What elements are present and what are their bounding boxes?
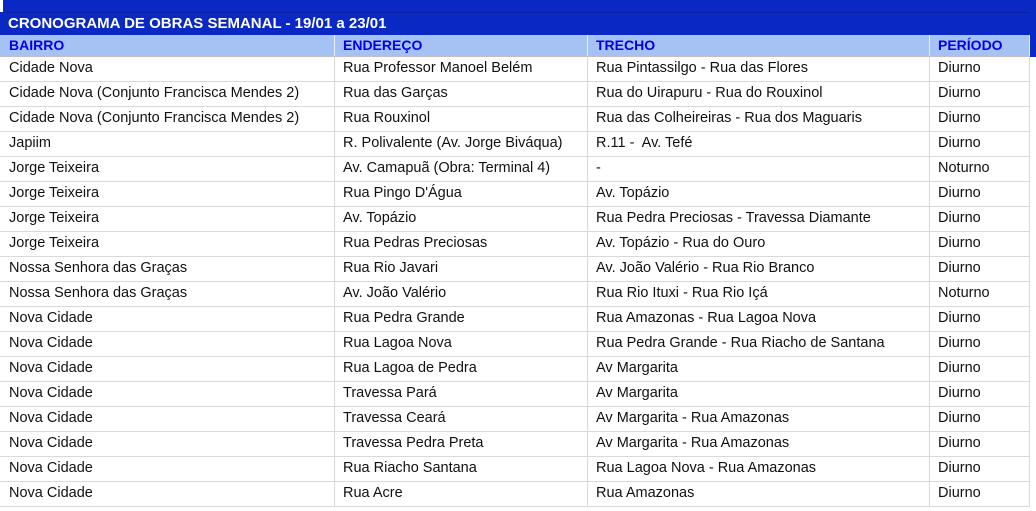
banner-right-strip [1030,0,1036,57]
table-row [0,457,1030,482]
table-cell: Rua Rio Ituxi - Rua Rio Içá [588,282,930,306]
table-cell: Rua do Uirapuru - Rua do Rouxinol [588,82,930,106]
table-cell: Cidade Nova (Conjunto Francisca Mendes 2) [0,82,335,106]
column-header-endereco: ENDEREÇO [335,35,588,56]
table-cell: Av. Topázio [588,182,930,206]
table-row [0,432,1030,457]
table-cell: - [588,157,930,181]
table-cell: Noturno [930,282,1030,306]
table-cell: Travessa Ceará [335,407,588,431]
table-cell: Rua Pingo D'Água [335,182,588,206]
table-cell: Diurno [930,357,1030,381]
table-cell: Nova Cidade [0,332,335,356]
table-row [0,232,1030,257]
table-cell: Av Margarita - Rua Amazonas [588,407,930,431]
table-cell: Diurno [930,107,1030,131]
table-cell: Cidade Nova (Conjunto Francisca Mendes 2) [0,107,335,131]
table-cell: Av. João Valério - Rua Rio Branco [588,257,930,281]
table-cell: Diurno [930,457,1030,481]
column-header-bairro: BAIRRO [0,35,335,56]
table-cell: Nova Cidade [0,407,335,431]
table-cell: Diurno [930,332,1030,356]
table-cell: Jorge Teixeira [0,182,335,206]
table-cell: Nova Cidade [0,382,335,406]
table-cell: Rua Pedra Preciosas - Travessa Diamante [588,207,930,231]
table-cell: Diurno [930,57,1030,81]
table-cell: Nova Cidade [0,307,335,331]
table-cell: Rua Amazonas [588,482,930,506]
table-cell: Noturno [930,157,1030,181]
table-cell: Diurno [930,482,1030,506]
table-cell: Nova Cidade [0,432,335,456]
table-cell: Nossa Senhora das Graças [0,257,335,281]
table-row [0,407,1030,432]
table-cell: Japiim [0,132,335,156]
table-cell: Diurno [930,207,1030,231]
table-cell: Diurno [930,307,1030,331]
table-cell: Av. Camapuã (Obra: Terminal 4) [335,157,588,181]
table-cell: Jorge Teixeira [0,207,335,231]
table-cell: Diurno [930,257,1030,281]
table-row [0,382,1030,407]
column-header-trecho: TRECHO [588,35,930,56]
table-cell: R.11 - Av. Tefé [588,132,930,156]
corner-notch [0,0,3,12]
table-row [0,132,1030,157]
table-cell: Diurno [930,432,1030,456]
table-cell: Rua Lagoa de Pedra [335,357,588,381]
table-cell: Travessa Pedra Preta [335,432,588,456]
table-row [0,207,1030,232]
table-cell: Rua das Garças [335,82,588,106]
table-row [0,257,1030,282]
table-cell: Diurno [930,407,1030,431]
table-cell: Rua Lagoa Nova - Rua Amazonas [588,457,930,481]
table-row [0,307,1030,332]
table-body [0,57,1030,507]
table-row [0,82,1030,107]
table-cell: Diurno [930,182,1030,206]
table-cell: Av. João Valério [335,282,588,306]
table-row [0,357,1030,382]
table-cell: Av Margarita [588,357,930,381]
table-cell: Cidade Nova [0,57,335,81]
table-row [0,107,1030,132]
table-cell: Rua Acre [335,482,588,506]
table-cell: Diurno [930,82,1030,106]
table-cell: Rua Rio Javari [335,257,588,281]
table-cell: Rua Professor Manoel Belém [335,57,588,81]
table-row [0,482,1030,507]
table-cell: Av Margarita [588,382,930,406]
table-cell: Jorge Teixeira [0,232,335,256]
title-banner [0,0,1036,35]
table-cell: Rua Riacho Santana [335,457,588,481]
table-cell: Rua Amazonas - Rua Lagoa Nova [588,307,930,331]
table-cell: Av. Topázio - Rua do Ouro [588,232,930,256]
table-row [0,282,1030,307]
table-row [0,182,1030,207]
table-cell: Rua Pedra Grande - Rua Riacho de Santana [588,332,930,356]
table-cell: Rua das Colheireiras - Rua dos Maguaris [588,107,930,131]
table-cell: Nova Cidade [0,457,335,481]
table-header [0,35,1030,57]
table-cell: Rua Pintassilgo - Rua das Flores [588,57,930,81]
column-header-periodo: PERÍODO [930,35,1030,56]
table-cell: Jorge Teixeira [0,157,335,181]
table-cell: Nova Cidade [0,482,335,506]
table-cell: Rua Rouxinol [335,107,588,131]
table-row [0,57,1030,82]
table-cell: Diurno [930,232,1030,256]
table-cell: Rua Pedra Grande [335,307,588,331]
table-cell: R. Polivalente (Av. Jorge Biváqua) [335,132,588,156]
table-row [0,332,1030,357]
table-cell: Rua Lagoa Nova [335,332,588,356]
table-cell: Nova Cidade [0,357,335,381]
table-cell: Nossa Senhora das Graças [0,282,335,306]
table-cell: Diurno [930,382,1030,406]
table-cell: Travessa Pará [335,382,588,406]
table-cell: Av. Topázio [335,207,588,231]
table-row [0,157,1030,182]
table-cell: Rua Pedras Preciosas [335,232,588,256]
table-cell: Av Margarita - Rua Amazonas [588,432,930,456]
page-title: CRONOGRAMA DE OBRAS SEMANAL - 19/01 a 23/01 [8,15,387,32]
table-cell: Diurno [930,132,1030,156]
